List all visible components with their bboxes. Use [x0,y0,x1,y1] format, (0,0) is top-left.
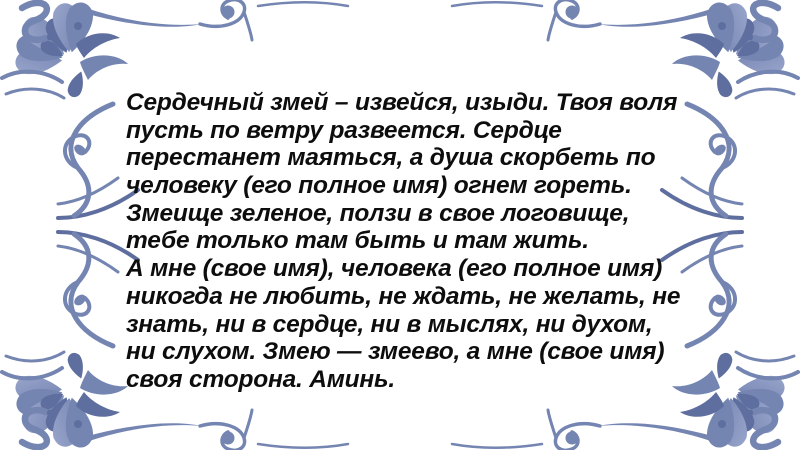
spell-text-line: знать, ни в сердце, ни в мыслях, ни духом, [126,310,653,338]
spell-text-line: человеку (его полное имя) огнем гореть. [126,172,632,200]
spell-text-line: ни слухом. Змею — змеево, а мне (свое имя) [126,338,665,366]
spell-text-line: тебе только там быть и там жить. [126,227,589,255]
spell-text [126,89,686,394]
spell-text-line: Змеище зеленое, ползи в свое логовище, [126,199,630,227]
spell-text-line: своя сторона. Аминь. [126,365,395,393]
spell-text-line: А мне (свое имя), человека (его полное имя) [126,255,663,283]
spell-text-line: никогда не любить, не ждать, не желать, не [126,282,681,310]
spell-text-line: Сердечный змей – извейся, изыди. Твоя воля [126,89,678,116]
spell-text-line: пусть по ветру развеется. Сердце [126,116,562,144]
spell-text-line: перестанет маяться, а душа скорбеть по [126,144,656,172]
